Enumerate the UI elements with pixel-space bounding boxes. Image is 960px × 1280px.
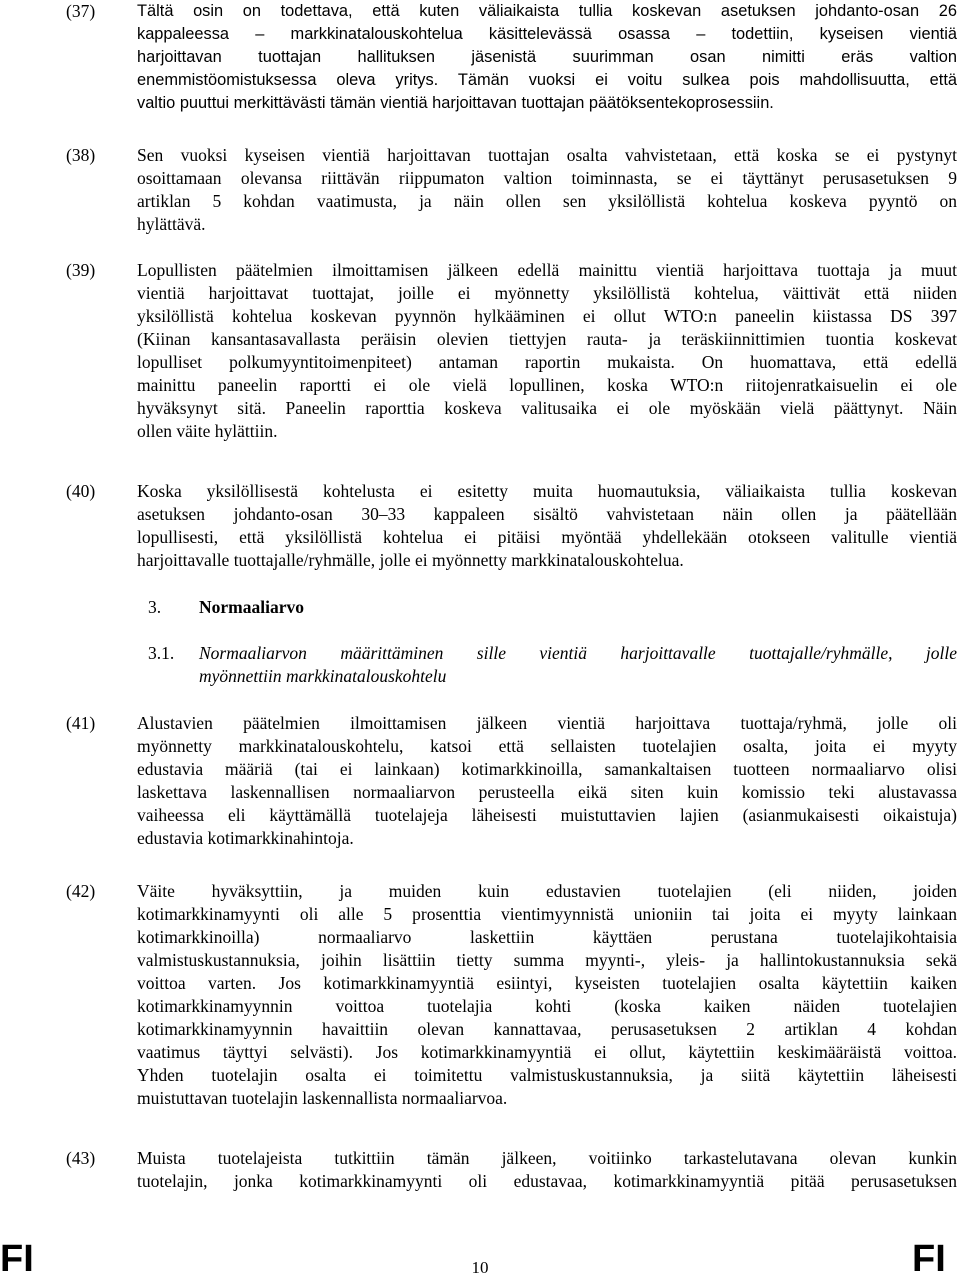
paragraph-number: (42) — [66, 881, 96, 901]
paragraph-line: lopulliset polkumyyntitoimenpiteet) antaman raportin mukaista. On huomattava, että edellä — [137, 352, 957, 372]
paragraph-line: muistuttavan tuotelajin laskennallista normaaliarvoa. — [137, 1088, 508, 1108]
paragraph-line: harjoittavan tuottajan hallituksen jäsenistä suurimman osan nimitti eräs valtion — [137, 48, 957, 66]
paragraph-number: (40) — [66, 481, 96, 501]
paragraph-line: Koska yksilöllisestä kohtelusta ei esitetty muita huomautuksia, väliaikaista tullia koskevan — [137, 481, 957, 501]
subsection-title-line: Normaaliarvon määrittäminen sille vientiä harjoittavalle tuottajalle/ryhmälle, jolle — [199, 643, 957, 663]
paragraph-line: Yhden tuotelajin osalta ei toimitettu valmistuskustannuksia, ja siitä käytettiin läheisesti — [137, 1065, 957, 1085]
paragraph-number: (41) — [66, 713, 96, 733]
paragraph-number: (39) — [66, 260, 96, 280]
paragraph-line: hylättävä. — [137, 214, 206, 234]
paragraph-line: kotimarkkinamyynti oli alle 5 prosenttia vientimyynnistä unioniin tai joita ei myyty lainkaan — [137, 904, 957, 924]
footer-language-left: FI — [0, 1238, 34, 1280]
paragraph-line: vaatimus täyttyi selvästi). Jos kotimarkkinamyyntiä ei ollut, käytettiin keskimääräistä voittoa. — [137, 1042, 957, 1062]
paragraph-number: (43) — [66, 1148, 96, 1168]
paragraph-line: laskettava laskennallisen normaaliarvon perusteella eikä siten kuin komissio teki alustavassa — [137, 782, 957, 802]
paragraph-line: asetuksen johdanto-osan 30–33 kappaleen sisältö vahvistetaan näin ollen ja päätellään — [137, 504, 957, 524]
paragraph-line: valmistuskustannuksia, joihin lisättiin tietty summa myynti-, yleis- ja hallintokustannuksia sekä — [137, 950, 957, 970]
paragraph-line: Lopullisten päätelmien ilmoittamisen jälkeen edellä mainittu vientiä harjoittava tuottaja ja muut — [137, 260, 957, 280]
paragraph-line: ollen väite hylättiin. — [137, 421, 278, 441]
page-number: 10 — [471, 1258, 489, 1277]
paragraph-line: kotimarkkinamyynnin voittoa tuotelajia kohti (koska kaiken näiden tuotelajien — [137, 996, 957, 1016]
paragraph-line: edustavia kotimarkkinahintoja. — [137, 828, 354, 848]
paragraph-line: voittoa varten. Jos kotimarkkinamyyntiä esiintyi, kyseisten tuotelajien osalta käytettiin kaiken — [137, 973, 957, 993]
footer-language-right: FI — [912, 1238, 946, 1280]
paragraph-line: Muista tuotelajeista tutkittiin tämän jälkeen, voitiinko tarkastelutavana olevan kunkin — [137, 1148, 957, 1168]
paragraph-line: lopullisesti, että yksilöllistä kohtelua ei pitäisi myöntää yhdellekään otokseen valitulle vientiä — [137, 527, 957, 547]
paragraph-line: hyväksynyt sitä. Paneelin raporttia koskeva valitusaika ei ole myöskään vielä päättynyt. Näin — [137, 398, 957, 418]
section-number: 3. — [148, 597, 162, 617]
paragraph-line: Väite hyväksyttiin, ja muiden kuin edustavien tuotelajien (eli niiden, joiden — [137, 881, 957, 901]
subsection-title-line: myönnettiin markkinatalouskohtelu — [199, 666, 447, 686]
paragraph-line: harjoittavalle tuottajalle/ryhmälle, jolle ei myönnetty markkinatalouskohtelua. — [137, 550, 684, 570]
paragraph-line: enemmistöomistuksessa oleva yritys. Tämän vuoksi ei voitu sulkea pois mahdollisuutta, että — [137, 71, 957, 89]
paragraph-line: Sen vuoksi kyseisen vientiä harjoittavan tuottajan osalta vahvistetaan, että koska se ei pystynyt — [137, 145, 957, 165]
paragraph-line: valtio puuttui merkittävästi tämän vientiä harjoittavan tuottajan päätöksentekoprosessiin. — [137, 94, 774, 112]
subsection-number: 3.1. — [148, 643, 175, 663]
paragraph-line: Tältä osin on todettava, että kuten väliaikaista tullia koskevan asetuksen johdanto-osan 26 — [137, 2, 957, 20]
paragraph-line: Alustavien päätelmien ilmoittamisen jälkeen vientiä harjoittava tuottaja/ryhmä, jolle oli — [137, 713, 957, 733]
paragraph-number: (37) — [66, 1, 96, 21]
paragraph-number: (38) — [66, 145, 96, 165]
paragraph-line: kotimarkkinoilla) normaaliarvo laskettiin käyttäen perustana tuotelajikohtaisia — [137, 927, 957, 947]
paragraph-line: kotimarkkinamyynnin havaittiin olevan kannattavaa, perusasetuksen 2 artiklan 4 kohdan — [137, 1019, 957, 1039]
paragraph-line: edustavia määriä (tai ei lainkaan) kotimarkkinoilla, samankaltaisen tuotteen normaaliarvo olisi — [137, 759, 957, 779]
paragraph-line: kappaleessa – markkinatalouskohtelua käsittelevässä osassa – todettiin, kyseisen vientiä — [137, 25, 957, 43]
paragraph-line: osoittamaan olevansa riittävän riippumaton valtion toiminnasta, se ei täyttänyt perusasetuksen 9 — [137, 168, 957, 188]
paragraph-line: vientiä harjoittavat tuottajat, joille ei myönnetty yksilöllistä kohtelua, väittivät että niiden — [137, 283, 957, 303]
paragraph-line: (Kiinan kansantasavallasta peräisin olevien tiettyjen rauta- ja teräskiinnittimien tuontia koskevat — [137, 329, 957, 349]
paragraph-line: vaiheessa eli käyttämällä tuotelajeja läheisesti muistuttavien lajien (asianmukaisesti oikaistuja) — [137, 805, 957, 825]
paragraph-line: artiklan 5 kohdan vaatimusta, ja näin ollen sen yksilöllistä kohtelua koskeva pyyntö on — [137, 191, 957, 211]
section-title: Normaaliarvo — [199, 597, 304, 617]
paragraph-line: mainittu paneelin raportti ei ole vielä lopullinen, koska WTO:n riitojenratkaisuelin ei ole — [137, 375, 957, 395]
paragraph-line: myönnetty markkinatalouskohtelu, katsoi että sellaisten tuotelajien osalta, joita ei myyty — [137, 736, 957, 756]
paragraph-line: tuotelajin, jonka kotimarkkinamyynti oli edustavaa, kotimarkkinamyyntiä pitää perusasetuksen — [137, 1171, 957, 1191]
paragraph-line: yksilöllistä kohtelua koskevan pyynnön hylkääminen ei ollut WTO:n paneelin kiistassa DS 397 — [137, 306, 957, 326]
